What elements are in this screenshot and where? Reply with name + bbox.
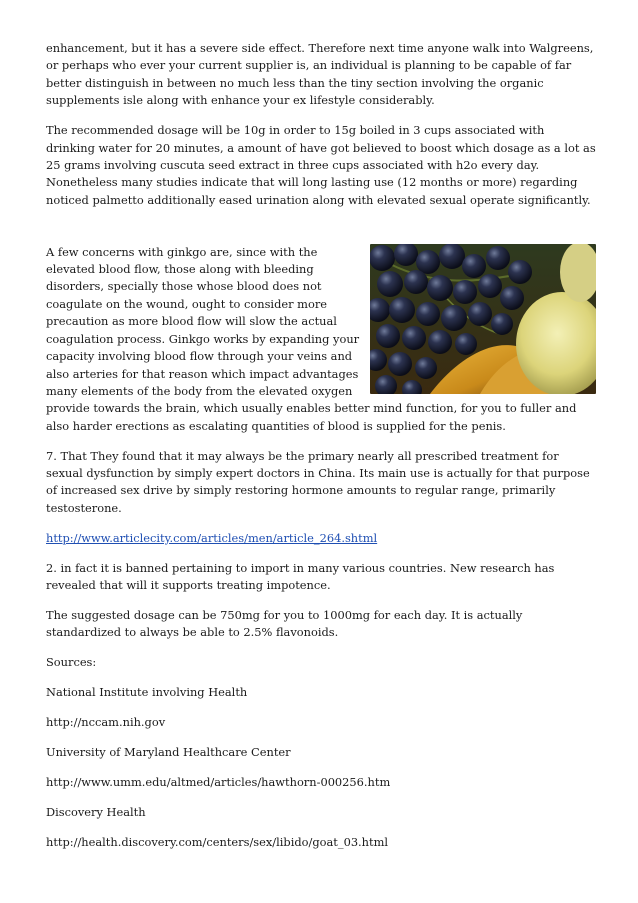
paragraph-seven: 7. That They found that it may always be the primary nearly all prescribed treatment for sexual dysfunction by simply expert doctors in China. Its main use is actually for that purpose of increased sex drive by simply restoring hormone amounts to regular range, primarily testosterone. — [46, 448, 590, 515]
section-spacer — [46, 222, 596, 244]
paragraph-recommended-dosage: The recommended dosage will be 10g in order to 15g boiled in 3 cups associated with drinking water for 20 minutes, a amount of have got believed to boost which dosage as a lot as 25 grams involving cuscuta seed extract in three cups associated with h2o every day. Nonetheless many studies indicate that will long lasting use (12 months or more) regarding noticed palmetto additionally eased urination along with elevated sexual operate significantly. — [46, 123, 596, 207]
source-item: National Institute involving Health — [46, 685, 248, 700]
source-item: http://nccam.nih.gov — [46, 715, 166, 730]
grapes-and-fruit-photo — [370, 244, 596, 394]
paragraph-enhancement: enhancement, but it has a severe side effect. Therefore next time anyone walk into Walgreens, or perhaps who ever your current supplier is, an individual is planning to be capable of far better distinguish in between no much less than the tiny section involving the organic supplements isle along with enhance your ex lifestyle considerably. — [46, 41, 594, 108]
paragraph-dosage: The suggested dosage can be 750mg for you to 1000mg for each day. It is actually standardized to always be able to 2.5% flavonoids. — [46, 607, 523, 640]
paragraph-ginkgo: A few concerns with ginkgo are, since with the elevated blood flow, those along with bleeding disorders, specially those whose blood does not coagulate on the wound, ought to consider more precaution as more blood flow will slow the actual coagulation process. Ginkgo works by expanding your capacity involving blood flow through your veins and also arteries for that reason which impact advantages many elements of the body from the elevated oxygen provide towards the brain, which usually enables better mind function, for you to fuller and also harder erections as escalating quantities of blood is supplied for the penis. — [46, 244, 577, 433]
sources-label: Sources: — [46, 655, 97, 670]
source-item: University of Maryland Healthcare Center — [46, 745, 291, 759]
source-item: http://health.discovery.com/centers/sex/libido/goat_03.html — [46, 834, 389, 849]
source-item: http://www.umm.edu/altmed/articles/hawthorn-000256.htm — [46, 774, 391, 789]
source-item: Discovery Health — [46, 804, 146, 819]
document-page — [46, 40, 596, 864]
article-link[interactable]: http://www.articlecity.com/articles/men/article_264.shtml — [46, 530, 378, 545]
paragraph-two: 2. in fact it is banned pertaining to import in many various countries. New research has revealed that will it supports treating impotence. — [46, 560, 555, 593]
